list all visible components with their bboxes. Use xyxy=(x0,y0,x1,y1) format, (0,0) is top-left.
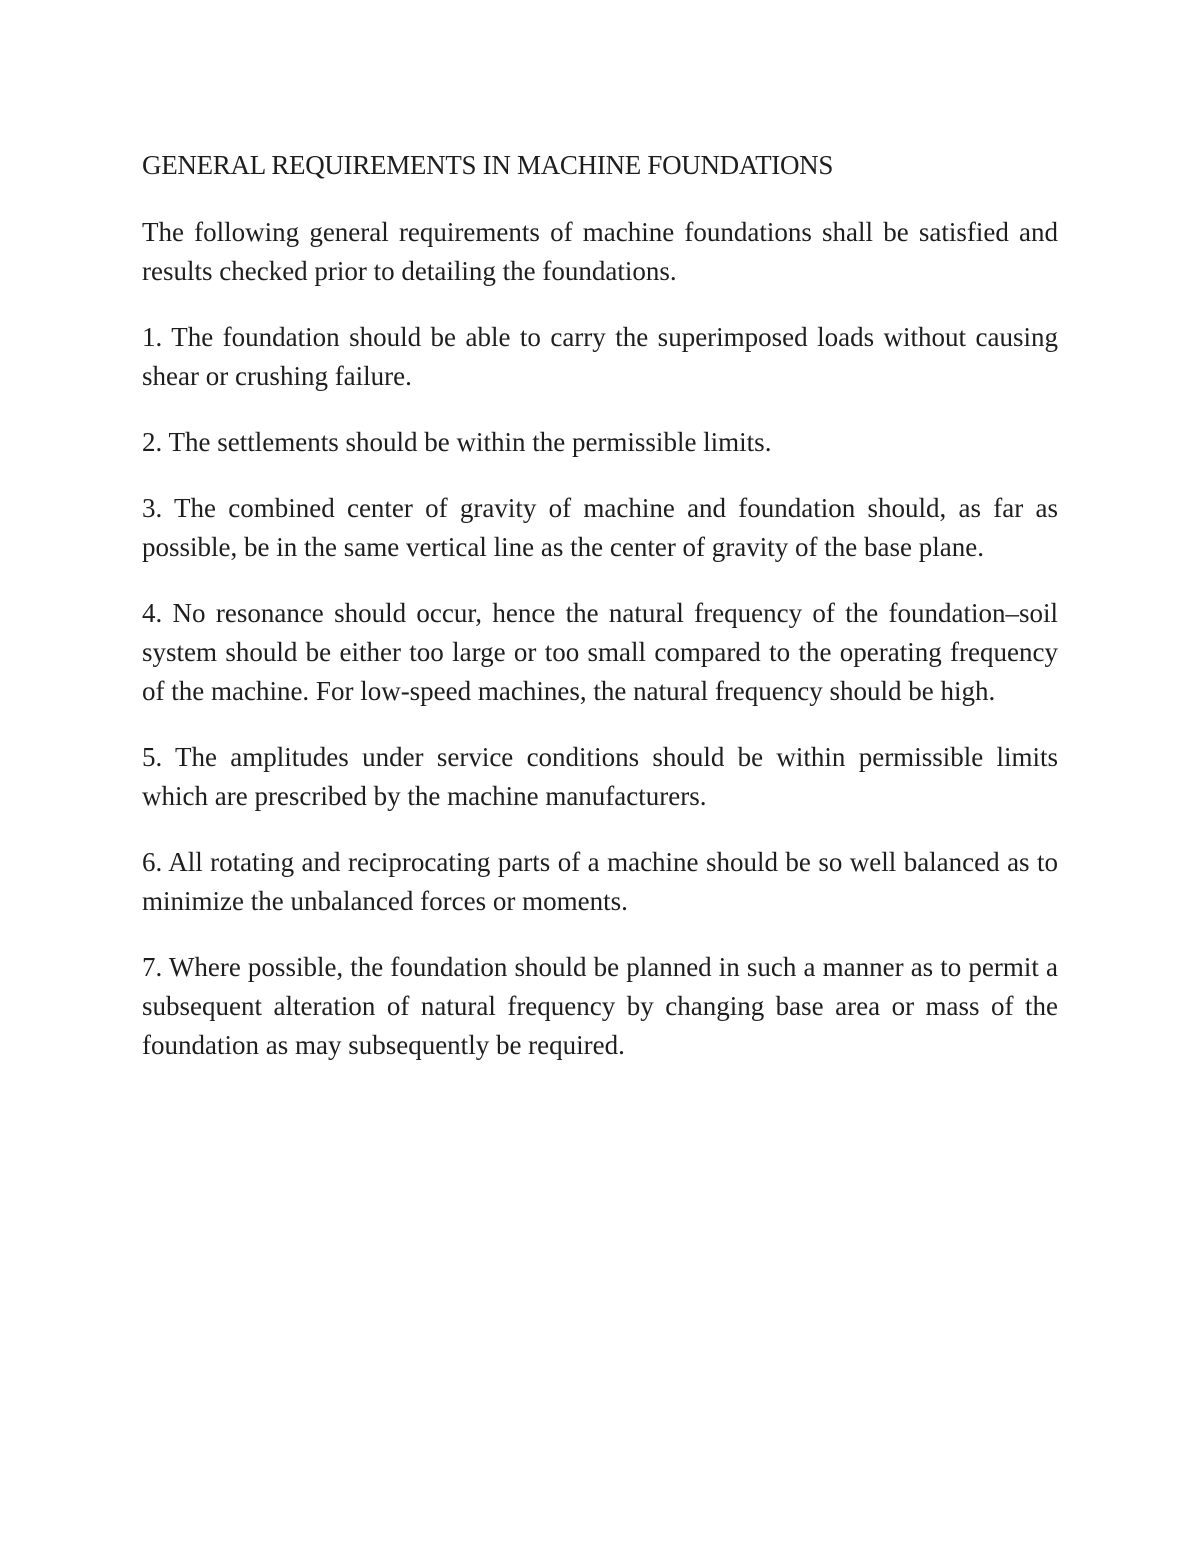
requirement-1: 1. The foundation should be able to carry the superimposed loads without causing shear or crushing failure. xyxy=(142,322,1058,391)
intro-paragraph: The following general requirements of machine foundations shall be satisfied and results checked prior to detailing the foundations. xyxy=(142,217,1058,286)
requirement-4: 4. No resonance should occur, hence the natural frequency of the foundation–soil system should be either too large or too small compared to the operating frequency of the machine. For low-speed machines, the natural frequency should be high. xyxy=(142,598,1058,706)
document-body xyxy=(142,146,1058,1065)
requirement-2: 2. The settlements should be within the permissible limits. xyxy=(142,427,772,457)
requirement-7: 7. Where possible, the foundation should be planned in such a manner as to permit a subsequent alteration of natural frequency by changing base area or mass of the foundation as may subsequently be required. xyxy=(142,952,1058,1060)
requirement-3: 3. The combined center of gravity of machine and foundation should, as far as possible, be in the same vertical line as the center of gravity of the base plane. xyxy=(142,493,1058,562)
document-title: GENERAL REQUIREMENTS IN MACHINE FOUNDATIONS xyxy=(142,150,834,180)
requirement-5: 5. The amplitudes under service conditions should be within permissible limits which are prescribed by the machine manufacturers. xyxy=(142,742,1058,811)
requirement-6: 6. All rotating and reciprocating parts of a machine should be so well balanced as to minimize the unbalanced forces or moments. xyxy=(142,847,1058,916)
